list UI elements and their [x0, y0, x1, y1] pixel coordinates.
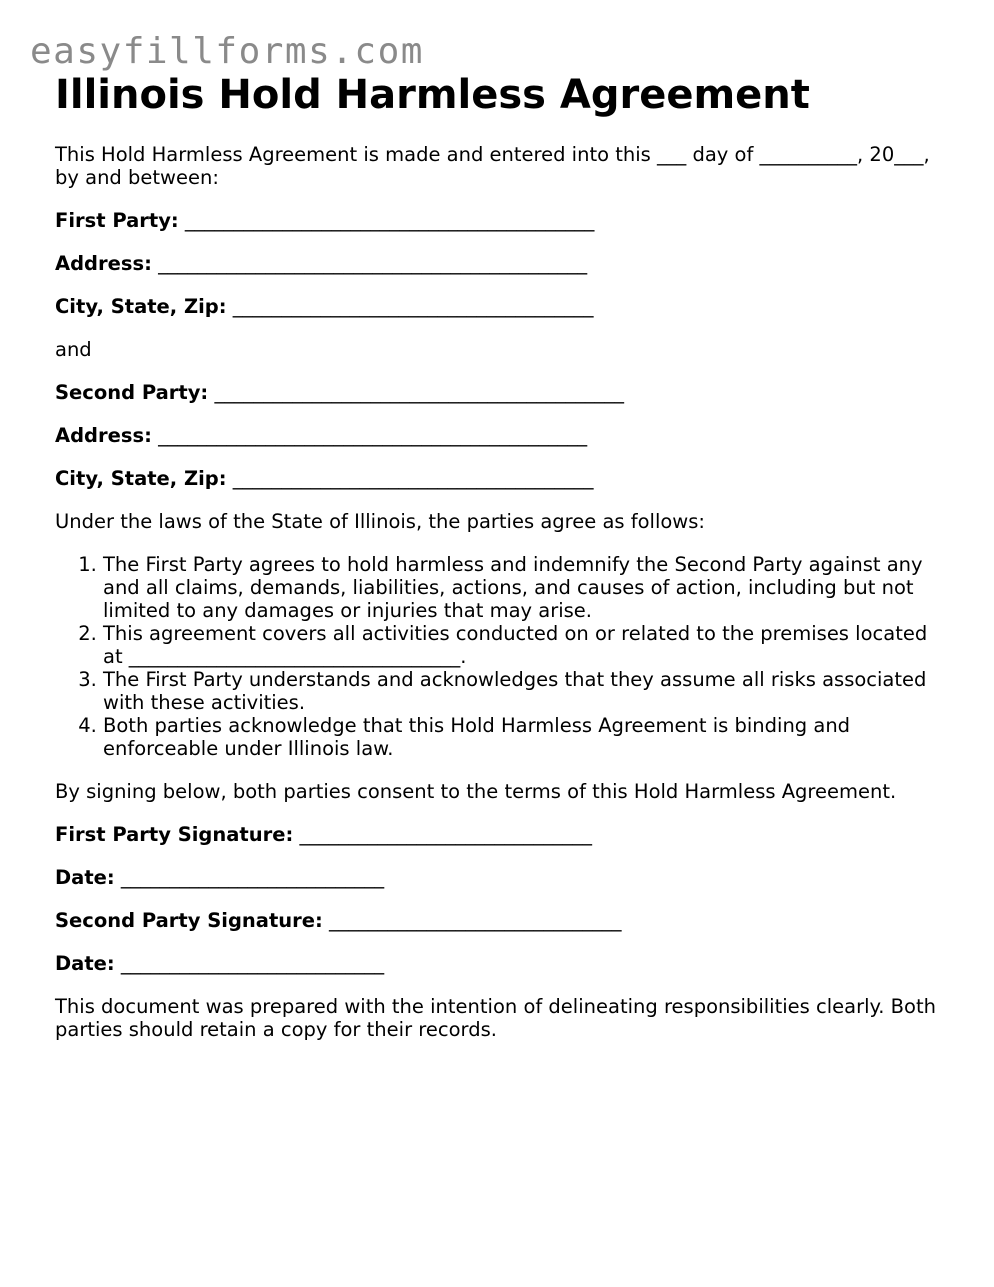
first-party-field [55, 209, 940, 232]
first-party-signature-field [55, 823, 940, 846]
second-party-signature-field [55, 909, 940, 932]
term-item: 1. The First Party agrees to hold harmless and indemnify the Second Party against any and all claims, demands, liabilities, actions, and causes of action, including but not limited to any damages or injuries that may arise. [103, 553, 940, 622]
first-date-field [55, 866, 940, 889]
second-date-field [55, 952, 940, 975]
consent-paragraph: By signing below, both parties consent to the terms of this Hold Harmless Agreement. [55, 780, 897, 803]
second-party-field [55, 381, 940, 404]
first-party-address-blank[interactable]: ____________________________________________ [158, 252, 588, 275]
term-item: 3. The First Party understands and acknowledges that they assume all risks associated with these activities. [103, 668, 940, 714]
second-party-address-label: Address: [55, 424, 152, 447]
second-party-city-label: City, State, Zip: [55, 467, 227, 490]
second-date-blank[interactable]: ___________________________ [120, 952, 385, 975]
laws-intro-paragraph: Under the laws of the State of Illinois, the parties agree as follows: [55, 510, 705, 533]
first-date-blank[interactable]: ___________________________ [120, 866, 385, 889]
first-party-blank[interactable]: __________________________________________ [184, 209, 595, 232]
second-party-address-field [55, 424, 940, 447]
first-party-signature-blank[interactable]: ______________________________ [299, 823, 592, 846]
second-party-signature-blank[interactable]: ______________________________ [329, 909, 622, 932]
agreement-body [55, 143, 940, 1061]
term-item: 2. This agreement covers all activities conducted on or related to the premises located at __________________________________. [103, 622, 940, 668]
second-party-city-blank[interactable]: _____________________________________ [232, 467, 594, 490]
second-party-signature-label: Second Party Signature: [55, 909, 323, 932]
second-party-label: Second Party: [55, 381, 209, 404]
second-party-address-blank[interactable]: ____________________________________________ [158, 424, 588, 447]
first-party-city-field [55, 295, 940, 318]
terms-list [55, 553, 940, 760]
first-party-label: First Party: [55, 209, 179, 232]
term-item: 4. Both parties acknowledge that this Hold Harmless Agreement is binding and enforceable under Illinois law. [103, 714, 940, 760]
first-party-signature-label: First Party Signature: [55, 823, 294, 846]
conjunction-text: and [55, 338, 92, 361]
second-party-blank[interactable]: __________________________________________ [214, 381, 624, 404]
closing-paragraph: This document was prepared with the intention of delineating responsibilities clearly. Both parties should retain a copy for their records. [55, 995, 936, 1041]
watermark-text: easyfillforms.com [30, 31, 424, 72]
first-party-city-blank[interactable]: _____________________________________ [232, 295, 594, 318]
first-party-address-label: Address: [55, 252, 152, 275]
second-date-label: Date: [55, 952, 115, 975]
first-date-label: Date: [55, 866, 115, 889]
second-party-city-field [55, 467, 940, 490]
intro-paragraph: This Hold Harmless Agreement is made and entered into this ___ day of __________, 20___, by and between: [55, 143, 930, 189]
first-party-city-label: City, State, Zip: [55, 295, 227, 318]
first-party-address-field [55, 252, 940, 275]
document-title: Illinois Hold Harmless Agreement [55, 72, 810, 118]
